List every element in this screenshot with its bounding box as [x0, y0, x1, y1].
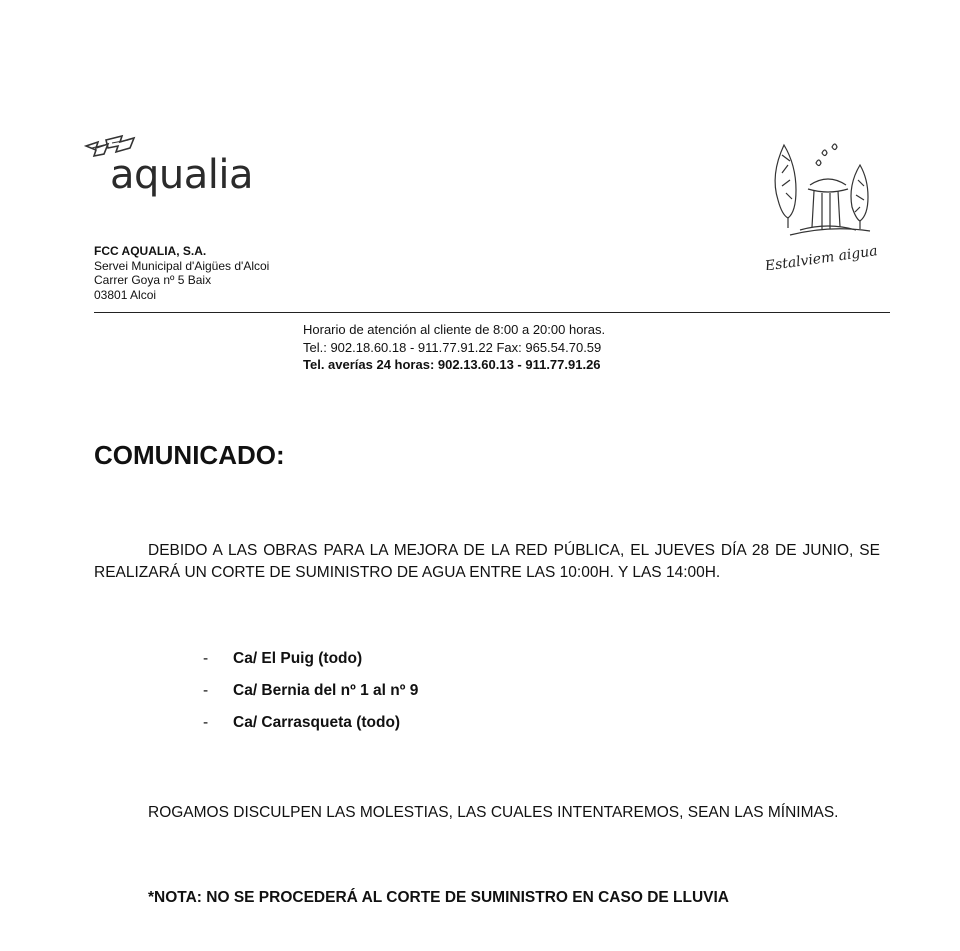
address-line: Carrer Goya nº 5 Baix — [94, 273, 212, 287]
apology-paragraph-text: ROGAMOS DISCULPEN LAS MOLESTIAS, LAS CUALES INTENTAREMOS, SEAN LAS MÍNIMAS. — [148, 804, 839, 821]
list-marker: - — [203, 650, 209, 667]
aqualia-logo — [84, 132, 264, 202]
list-marker: - — [203, 682, 209, 699]
list-marker: - — [203, 714, 209, 731]
apology-paragraph — [94, 802, 880, 824]
emergency-phones: Tel. averías 24 horas: 902.13.60.13 - 911.77.91.26 — [303, 357, 601, 372]
street-name: Ca/ El Puig (todo) — [233, 650, 363, 667]
company-address — [94, 244, 269, 302]
street-name: Ca/ Bernia del nº 1 al nº 9 — [233, 682, 419, 699]
notice-paragraph-text: DEBIDO A LAS OBRAS PARA LA MEJORA DE LA RED PÚBLICA, EL JUEVES DÍA 28 DE JUNIO, SE REALIZARÁ UN CORTE DE SUMINISTRO DE AGUA ENTRE LAS 10:00H. Y LAS 14:00H. — [94, 542, 880, 581]
street-name: Ca/ Carrasqueta (todo) — [233, 714, 401, 731]
header-divider — [94, 312, 890, 313]
rain-note: *NOTA: NO SE PROCEDERÁ AL CORTE DE SUMINISTRO EN CASO DE LLUVIA — [148, 889, 730, 906]
estalviem-aigua-seal — [760, 135, 895, 270]
list-item — [203, 714, 418, 746]
address-line: Servei Municipal d'Aigües d'Alcoi — [94, 258, 270, 273]
notice-paragraph — [94, 540, 880, 584]
contact-info — [303, 321, 605, 374]
fountain-trees-icon — [760, 135, 895, 270]
affected-streets-list — [203, 650, 418, 746]
list-item — [203, 682, 418, 714]
opening-hours: Horario de atención al cliente de 8:00 a 20:00 horas. — [303, 322, 606, 337]
list-item — [203, 650, 418, 682]
phone-numbers: Tel.: 902.18.60.18 - 911.77.91.22 Fax: 965.54.70.59 — [303, 339, 602, 355]
seal-caption: Estalviem aigua — [763, 243, 879, 270]
logo-wordmark: aqualia — [110, 152, 254, 198]
company-name: FCC AQUALIA, S.A. — [94, 244, 207, 258]
notice-heading: COMUNICADO: — [94, 440, 285, 470]
address-line: 03801 Alcoi — [94, 287, 157, 302]
